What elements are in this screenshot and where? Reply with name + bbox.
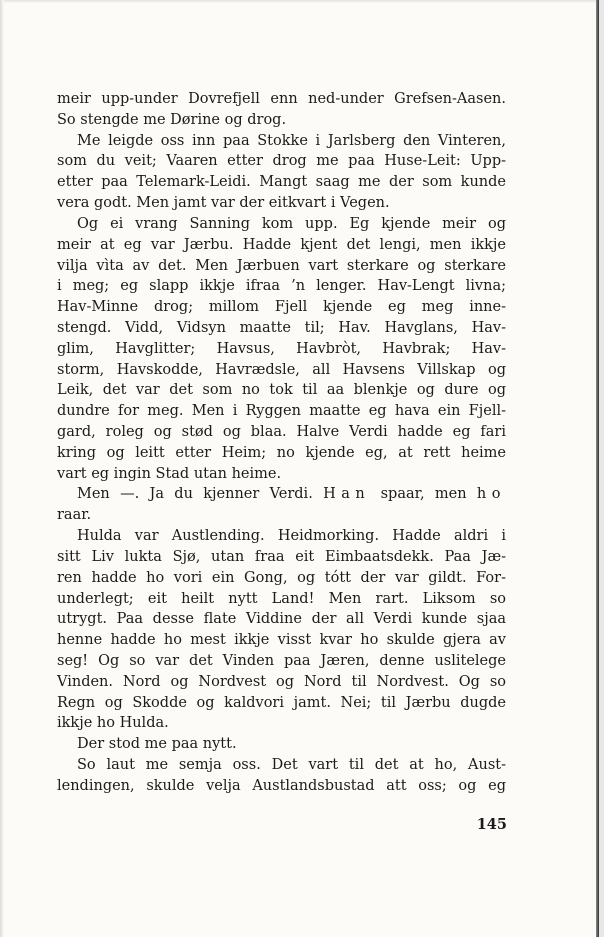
- text-line: henne hadde ho mest ikkje visst kvar ho skulde gjera av: [57, 632, 506, 649]
- text-line: meir upp-under Dovrefjell enn ned-under Grefsen-Aasen.: [57, 91, 506, 107]
- text-line: storm, Havskodde, Havrædsle, all Havsens Villskap og: [57, 361, 506, 378]
- text-segment: spaar, men: [370, 486, 477, 503]
- text-line: vera godt. Men jamt var der eitkvart i Vegen.: [57, 195, 390, 212]
- text-line: raar.: [57, 507, 92, 524]
- text-line: glim, Havglitter; Havsus, Havbròt, Havbrak; Hav-: [57, 340, 506, 357]
- text-line: underlegt; eit heilt nytt Land! Men rart. Liksom so: [57, 590, 506, 607]
- text-line: stengd. Vidd, Vidsyn maatte til; Hav. Havglans, Hav-: [57, 319, 506, 336]
- paragraph: [57, 734, 506, 755]
- paragraph: [57, 89, 506, 131]
- text-line: kring og leitt etter Heim; no kjende eg, at rett heime: [57, 444, 506, 461]
- paragraph: [57, 131, 506, 214]
- text-segment: Men —. Ja du kjenner Verdi.: [77, 486, 324, 503]
- text-line: ikkje ho Hulda.: [57, 715, 169, 732]
- page-number: 145: [476, 816, 507, 833]
- text-line: Der stod me paa nytt.: [77, 736, 237, 753]
- paragraph: [57, 526, 506, 734]
- text-line: utrygt. Paa desse flate Viddine der all Verdi kunde sjaa: [57, 611, 506, 628]
- text-line: vart eg ingin Stad utan heime.: [57, 465, 282, 482]
- body-text: [57, 89, 506, 797]
- text-line: seg! Og so var det Vinden paa Jæren, denne uslitelege: [57, 652, 506, 669]
- paragraph: [57, 755, 506, 797]
- spaced-emphasis-word: ho: [476, 486, 506, 503]
- text-line: sitt Liv lukta Sjø, utan fraa eit Eimbaatsdekk. Paa Jæ-: [57, 548, 506, 565]
- text-line: som du veit; Vaaren etter drog me paa Huse-Leit: Upp-: [57, 153, 506, 170]
- text-line: Regn og Skodde og kaldvori jamt. Nei; til Jærbu dugde: [57, 694, 506, 711]
- text-line: vilja vìta av det. Men Jærbuen vart sterkare og sterkare: [57, 257, 506, 274]
- page-left-edge: [0, 0, 4, 937]
- scan-background-strip: [599, 0, 604, 937]
- text-line: etter paa Telemark-Leidi. Mangt saag me der som kunde: [57, 174, 506, 191]
- text-line: Og ei vrang Sanning kom upp. Eg kjende meir og: [77, 215, 506, 232]
- text-line: [57, 484, 506, 505]
- paragraph: [57, 484, 506, 526]
- paragraph: [57, 214, 506, 485]
- text-line: lendingen, skulde velja Austlandsbustad att oss; og eg: [57, 777, 506, 794]
- text-line: Vinden. Nord og Nordvest og Nord til Nordvest. Og so: [57, 673, 506, 690]
- text-line: So stengde me Dørine og drog.: [57, 111, 287, 128]
- text-line: meir at eg var Jærbu. Hadde kjent det lengi, men ikkje: [57, 236, 506, 253]
- spaced-emphasis-word: Han: [323, 486, 371, 503]
- text-line: Me leigde oss inn paa Stokke i Jarlsberg den Vinteren,: [77, 132, 506, 149]
- text-line: dundre for meg. Men i Ryggen maatte eg hava ein Fjell-: [57, 403, 506, 420]
- text-line: ren hadde ho vori ein Gong, og tótt der var gildt. For-: [57, 569, 506, 586]
- page-top-edge: [0, 0, 597, 3]
- text-line: So laut me semja oss. Det vart til det at ho, Aust-: [77, 757, 506, 773]
- text-line: Leik, det var det som no tok til aa blenkje og dure og: [57, 382, 506, 399]
- text-line: Hav-Minne drog; millom Fjell kjende eg meg inne-: [57, 299, 506, 316]
- text-line: Hulda var Austlending. Heidmorking. Hadde aldri i: [77, 528, 506, 545]
- text-line: gard, roleg og stød og blaa. Halve Verdi hadde eg fari: [57, 424, 506, 440]
- text-line: i meg; eg slapp ikkje ifraa ’n lenger. Hav-Lengt livna;: [57, 278, 506, 295]
